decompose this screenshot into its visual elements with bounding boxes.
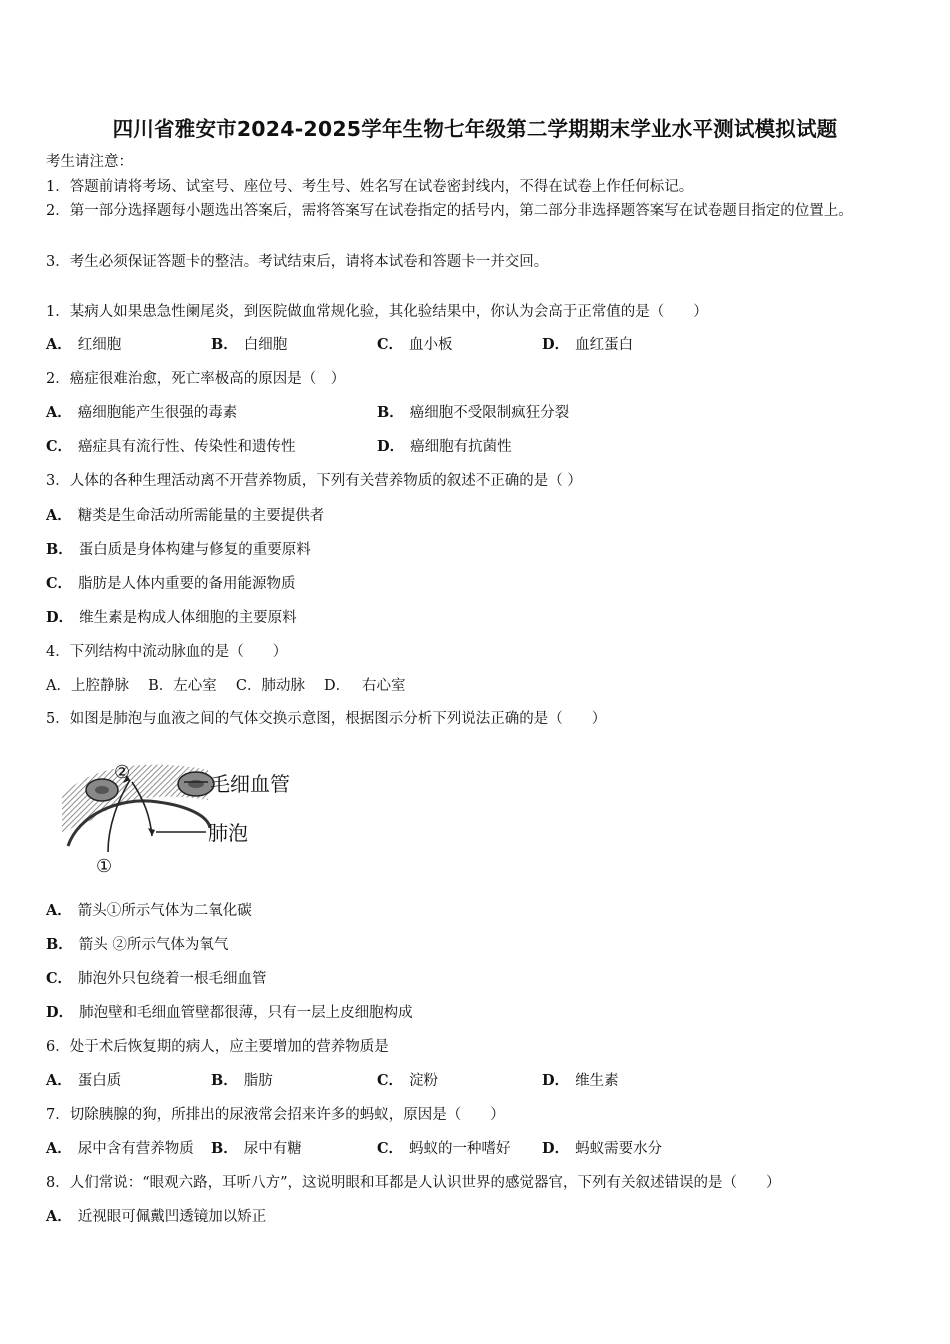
question-2-stem: 2．癌症很难治愈，死亡率极高的原因是（ ）: [46, 371, 346, 387]
q6-option-a: [46, 1071, 121, 1091]
option-key: D．: [542, 336, 570, 353]
option-key: A．: [46, 1140, 72, 1157]
mark-1: ①: [96, 856, 113, 877]
option-text: 血红蛋白: [575, 337, 634, 353]
question-5-stem: 5．如图是肺泡与血液之间的气体交换示意图，根据图示分析下列说法正确的是（ ）: [46, 711, 607, 727]
q5-option-b: [46, 935, 228, 955]
question-6-stem: 6．处于术后恢复期的病人，应主要增加的营养物质是: [46, 1039, 389, 1055]
option-key: A．: [46, 404, 72, 421]
option-key: A．: [46, 1072, 72, 1089]
option-key: B．: [211, 1140, 238, 1157]
option-text: 淀粉: [409, 1073, 439, 1089]
q2-option-b: [377, 403, 569, 423]
notice-item-2: 2．第一部分选择题每小题选出答案后，需将答案写在试卷指定的括号内，第二部分非选择题答案写在试卷题目指定的位置上。: [46, 203, 853, 219]
option-key: C．: [377, 336, 404, 353]
question-8-stem: 8．人们常说：“眼观六路，耳听八方”，这说明眼和耳都是人认识世界的感觉器官，下列有关叙述错误的是（ ）: [46, 1175, 781, 1191]
option-text: 肺泡外只包绕着一根毛细血管: [78, 971, 267, 987]
option-text: 癌细胞有抗菌性: [410, 439, 512, 455]
question-1-stem: 1．某病人如果患急性阑尾炎，到医院做血常规化验，其化验结果中，你认为会高于正常值的是（ ）: [46, 304, 708, 320]
option-text: 尿中含有营养物质: [77, 1141, 194, 1157]
mark-2: ②: [114, 762, 131, 783]
option-key: B．: [46, 936, 73, 953]
option-text: 血小板: [409, 337, 453, 353]
option-text: 近视眼可佩戴凹透镜加以矫正: [77, 1209, 267, 1225]
option-text: 维生素: [575, 1073, 619, 1089]
q6-option-c: [377, 1071, 438, 1091]
option-key: B．: [46, 541, 73, 558]
q2-option-a: [46, 403, 237, 423]
arrow-2-head: [148, 828, 155, 836]
option-key: B．: [211, 1072, 238, 1089]
q1-option-d: [542, 335, 633, 355]
label-alveolus: 肺泡: [208, 821, 248, 845]
option-key: D．: [46, 609, 74, 626]
q3-option-c: [46, 574, 296, 594]
q3-option-a: [46, 506, 324, 526]
option-text: 维生素是构成人体细胞的主要原料: [79, 610, 297, 626]
option-text: 尿中有糖: [243, 1141, 302, 1157]
option-key: C．: [46, 438, 73, 455]
option-key: C．: [377, 1072, 404, 1089]
q7-option-b: [211, 1139, 302, 1159]
q6-option-d: [542, 1071, 619, 1091]
notice-item-3: 3．考生必须保证答题卡的整洁。考试结束后，请将本试卷和答题卡一并交回。: [46, 254, 549, 270]
option-text: 蛋白质: [77, 1073, 122, 1089]
option-key: A．: [46, 1208, 72, 1225]
option-key: A．: [46, 902, 72, 919]
alveolus-gas-exchange-figure: [58, 756, 318, 878]
option-text: 蚂蚁的一种嗜好: [409, 1141, 511, 1157]
option-key: D．: [46, 1004, 74, 1021]
option-text: 箭头①所示气体为二氧化碳: [77, 903, 252, 919]
q8-option-a: [46, 1207, 266, 1227]
q7-option-d: [542, 1139, 662, 1159]
option-key: C．: [46, 575, 73, 592]
blood-cell-left-core: [95, 786, 109, 794]
question-3-stem: 3．人体的各种生理活动离不开营养物质，下列有关营养物质的叙述不正确的是（ ）: [46, 473, 582, 489]
option-text: 脂肪是人体内重要的备用能源物质: [78, 576, 296, 592]
q4-options-line: A．上腔静脉 B．左心室 C．肺动脉 D． 右心室: [46, 678, 406, 694]
q3-option-b: [46, 540, 311, 560]
option-text: 红细胞: [77, 337, 122, 353]
exam-title: 四川省雅安市2024-2025学年生物七年级第二学期期末学业水平测试模拟试题: [112, 117, 838, 141]
q5-option-d: [46, 1003, 413, 1023]
q2-option-d: [377, 437, 512, 457]
q6-option-b: [211, 1071, 273, 1091]
option-text: 箭头 ②所示气体为氧气: [78, 937, 229, 953]
q7-option-c: [377, 1139, 511, 1159]
option-text: 癌症具有流行性、传染性和遗传性: [78, 439, 296, 455]
option-text: 糖类是生命活动所需能量的主要提供者: [77, 508, 325, 524]
option-key: D．: [542, 1072, 570, 1089]
blood-cell-right-core: [188, 780, 204, 788]
label-capillary: 毛细血管: [210, 772, 290, 796]
option-text: 蚂蚁需要水分: [575, 1141, 663, 1157]
option-key: D．: [542, 1140, 570, 1157]
notice-heading: 考生请注意：: [46, 154, 133, 170]
option-key: C．: [377, 1140, 404, 1157]
q1-option-a: [46, 335, 121, 355]
question-7-stem: 7．切除胰腺的狗，所排出的尿液常会招来许多的蚂蚁，原因是（ ）: [46, 1107, 505, 1123]
option-text: 脂肪: [243, 1073, 273, 1089]
question-4-stem: 4．下列结构中流动脉血的是（ ）: [46, 644, 288, 660]
q5-option-c: [46, 969, 267, 989]
option-text: 肺泡壁和毛细血管壁都很薄，只有一层上皮细胞构成: [79, 1005, 413, 1021]
option-key: A．: [46, 507, 72, 524]
q3-option-d: [46, 608, 297, 628]
q1-option-c: [377, 335, 453, 355]
q5-option-a: [46, 901, 252, 921]
option-key: D．: [377, 438, 405, 455]
option-text: 癌细胞不受限制疯狂分裂: [409, 405, 570, 421]
option-text: 白细胞: [243, 337, 288, 353]
option-text: 蛋白质是身体构建与修复的重要原料: [78, 542, 311, 558]
q7-option-a: [46, 1139, 194, 1159]
option-text: 癌细胞能产生很强的毒素: [77, 405, 238, 421]
q2-option-c: [46, 437, 296, 457]
option-key: C．: [46, 970, 73, 987]
notice-item-1: 1．答题前请将考场、试室号、座位号、考生号、姓名写在试卷密封线内，不得在试卷上作任何标记。: [46, 179, 694, 195]
option-key: A．: [46, 336, 72, 353]
option-key: B．: [377, 404, 404, 421]
option-key: B．: [211, 336, 238, 353]
q1-option-b: [211, 335, 287, 355]
